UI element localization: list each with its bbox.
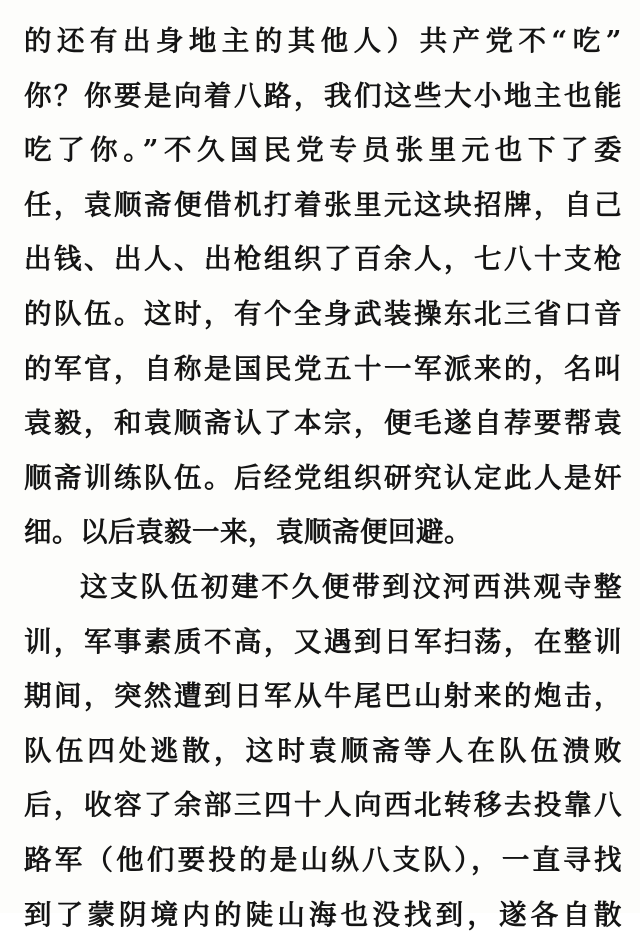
text-line-7: 的军官，自称是国民党五十一军派来的，名叫 xyxy=(24,342,622,397)
text-line-10: 细。以后袁毅一来，袁顺斋便回避。 xyxy=(24,505,622,560)
text-line-1: 的还有出身地主的其他人）共产党不“吃” xyxy=(24,14,622,69)
text-line-11: 这支队伍初建不久便带到汶河西洪观寺整 xyxy=(24,560,622,615)
text-line-14: 队伍四处逃散，这时袁顺斋等人在队伍溃败 xyxy=(24,724,622,779)
text-line-12: 训，军事素质不高，又遇到日军扫荡，在整训 xyxy=(24,615,622,670)
text-line-16: 路军（他们要投的是山纵八支队），一直寻找 xyxy=(24,833,622,888)
text-line-5: 出钱、出人、出枪组织了百余人，七八十支枪 xyxy=(24,232,622,287)
text-line-17: 到了蒙阴境内的陡山海也没找到，遂各自散 xyxy=(24,888,622,942)
text-line-2: 你？你要是向着八路，我们这些大小地主也能 xyxy=(24,69,622,124)
text-line-13: 期间，突然遭到日军从牛尾巴山射来的炮击， xyxy=(24,669,622,724)
text-line-3: 吃了你。”不久国民党专员张里元也下了委 xyxy=(24,123,622,178)
text-line-8: 袁毅，和袁顺斋认了本宗，便毛遂自荐要帮袁 xyxy=(24,396,622,451)
text-line-9: 顺斋训练队伍。后经党组织研究认定此人是奸 xyxy=(24,451,622,506)
text-line-6: 的队伍。这时，有个全身武装操东北三省口音 xyxy=(24,287,622,342)
text-line-4: 任，袁顺斋便借机打着张里元这块招牌，自己 xyxy=(24,178,622,233)
text-line-15: 后，收容了余部三四十人向西北转移去投靠八 xyxy=(24,778,622,833)
text-body xyxy=(24,14,622,942)
